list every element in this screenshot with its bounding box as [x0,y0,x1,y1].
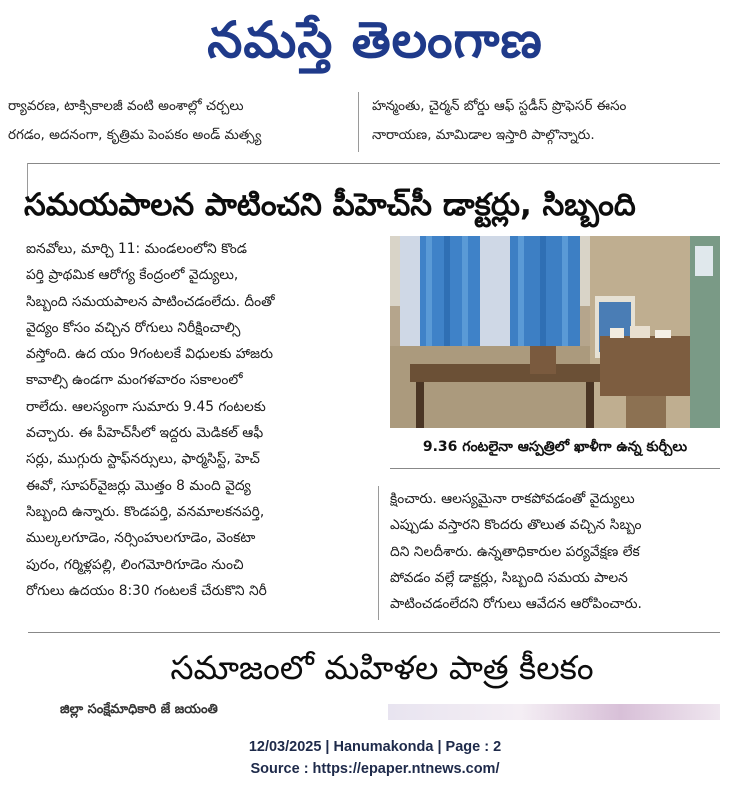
caption-divider [390,468,720,469]
text-line: ఈవో, సూపర్‌వైజర్లు మొత్తం 8 మంది వైద్య [26,477,251,494]
text-line: సర్లు, ముగ్గురు స్టాఫ్‌నర్సులు, ఫార్మసిస్ట్, హెచ్ [26,451,260,468]
article-photo [390,236,720,428]
hospital-room-illustration [390,236,720,428]
article-body-left-column [26,236,370,604]
footer-source-link[interactable]: Source : https://epaper.ntnews.com/ [250,761,500,777]
text-line: సిబ్బంది ఉన్నారు. కొండపర్తి, వనమాలకనపర్తి, [26,503,265,520]
text-line: రాలేదు. ఆలస్యంగా సుమారు 9.45 గంటలకు [26,398,266,415]
column-divider [378,486,379,620]
text-line: వస్తోంది. ఉద యం 9గంటలకే విధులకు హాజరు [26,346,274,363]
text-line: కావాల్సి ఉండగా మంగళవారం సకాలంలో [26,372,243,389]
top-strip-right-column [372,92,720,150]
text-line: ఎప్పుడు వస్తారని కొందరు తొలుత వచ్చిన సిబ్బం [390,517,642,534]
section-divider [28,632,720,633]
second-article-byline: జిల్లా సంక్షేమాధికారి జే జయంతి [60,702,218,717]
text-line: వైద్యం కోసం వచ్చిన రోగులు నిరీక్షించాల్సి [26,319,241,336]
text-line: క్షించారు. ఆలస్యమైనా రాకపోవడంతో వైద్యులు [390,491,635,507]
text-line: పర్తి ప్రాథమిక ఆరోగ్య కేంద్రంలో వైద్యులు, [26,267,239,284]
text-line: నారాయణ, మామిడాల ఇస్తారి పాల్గొన్నారు. [372,127,595,143]
newspaper-masthead: నమస్తే తెలంగాణ [207,10,543,69]
second-article-photo [388,704,720,720]
text-line: వచ్చారు. ఈ పీహెచ్‌సీలో ఇద్దరు మెడికల్ ఆఫీ [26,425,264,442]
article-headline: సమయపాలన పాటించని పీహెచ్‌సీ డాక్టర్లు, సిబ్బంది [24,187,636,223]
text-line: ఐనవోలు, మార్చి 11: మండలంలోని కొండ [26,241,247,257]
text-line: పోవడం వల్లే డాక్టర్లు, సిబ్బంది సమయ పాలన [390,569,628,586]
footer-date-edition: 12/03/2025 | Hanumakonda | Page : 2 [248,739,502,755]
article-body-right-column [390,486,720,617]
column-divider [358,92,359,152]
text-line: హన్మంతు, చైర్మన్ బోర్డు ఆఫ్ స్టడీస్ ప్రొఫెసర్ ఈసం [372,98,627,114]
second-article-headline: సమాజంలో మహిళల పాత్ర కీలకం [170,648,594,687]
text-line: రగడం, అదనంగా, కృత్రిమ పెంపకం అండ్ మత్స్య [8,127,262,143]
text-line: పాటించడంలేదని రోగులు ఆవేదన ఆరోపించారు. [390,596,642,613]
text-line: ర్యావరణ, టాక్సికాలజీ వంటి అంశాల్లో చర్చలు [8,98,244,114]
top-strip-left-column [8,92,346,150]
page-footer [0,736,750,780]
section-divider [28,163,720,164]
text-line: ముల్కలగూడెం, నర్సింహులగూడెం, వెంకటా [26,530,256,547]
text-line: దిని నిలదీశారు. ఉన్నతాధికారుల పర్యవేక్షణ లేక [390,543,640,560]
photo-caption: 9.36 గంటలైనా ఆస్పత్రిలో ఖాళీగా ఉన్న కుర్చీలు [422,439,688,455]
text-line: రోగులు ఉదయం 8:30 గంటలకే చేరుకొని నిరీ [26,582,267,599]
text-line: పురం, గర్మిళ్లపల్లి, లింగమోరిగూడెం నుంచి [26,556,244,573]
text-line: సిబ్బంది సమయపాలన పాటించడంలేదు. దీంతో [26,293,275,310]
